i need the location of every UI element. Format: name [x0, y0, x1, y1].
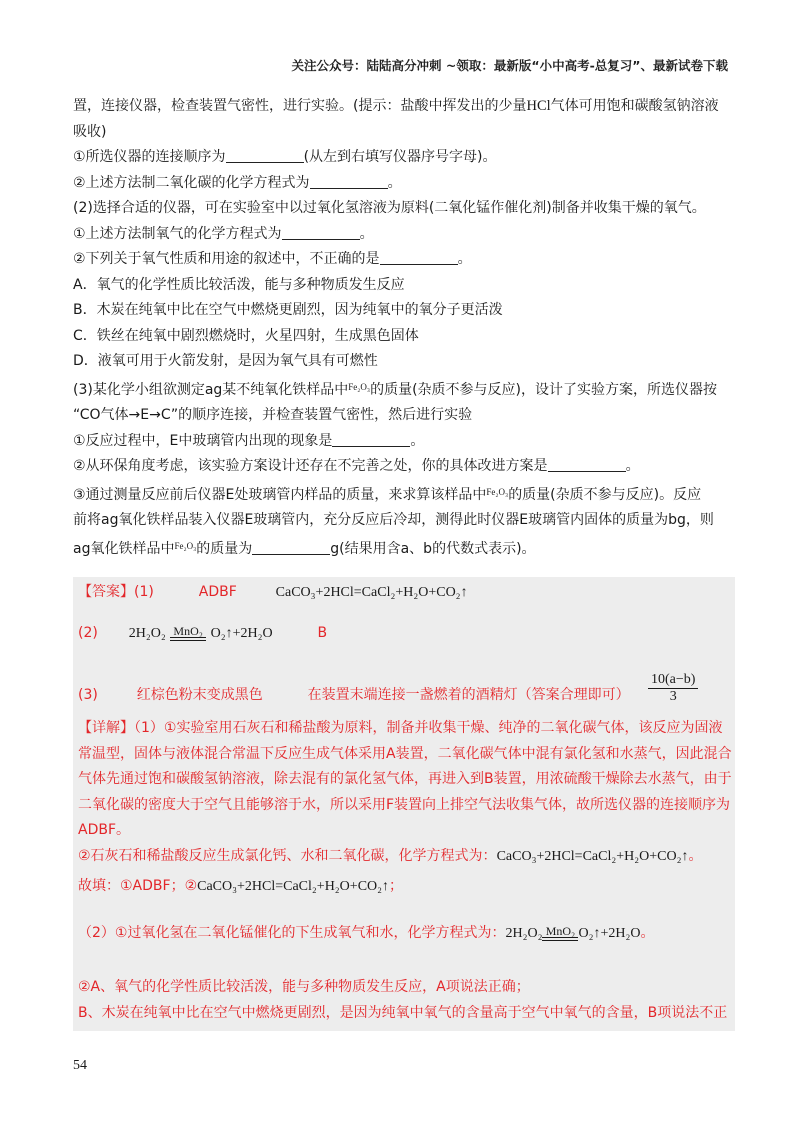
catalyst-label: MnO₂	[545, 924, 576, 938]
text: 的质量(杂质不参与反应)。反应	[508, 486, 702, 503]
text: ①上述方法制氧气的化学方程式为	[73, 225, 282, 242]
answer-blank	[332, 431, 410, 447]
answer-3-2: 在装置末端连接一盏燃着的酒精灯（答案合理即可）	[307, 687, 630, 703]
question-line	[73, 145, 733, 171]
answer-panel	[73, 577, 735, 1031]
fraction-denominator: 3	[669, 689, 677, 704]
question-line	[73, 94, 733, 120]
page-number: 54	[73, 1058, 87, 1073]
option-c: C．铁丝在纯氧中剧烈燃烧时，火星四射，生成黑色固体	[73, 327, 419, 344]
text: 。	[640, 925, 655, 941]
detail-line: B、木炭在纯氧中比在空气中燃烧更剧烈，是因为纯氧中氧气的含量高于空气中氧气的含量，B项说法不正	[78, 1005, 728, 1021]
detail-line	[78, 874, 733, 900]
text: g(结果用含a、b的代数式表示)。	[330, 540, 536, 557]
equation-co2: CaCO₃+2HCl=CaCl₂+H₂O+CO₂↑	[275, 585, 468, 600]
answer-3-1: 红棕色粉末变成黑色	[136, 687, 263, 703]
text: ①所选仪器的连接顺序为	[73, 149, 226, 165]
answer-blank	[380, 249, 458, 265]
text: ②上述方法制二氧化碳的化学方程式为	[73, 174, 310, 191]
text: 的质量为	[196, 540, 253, 557]
text: ②下列关于氧气性质和用途的叙述中，不正确的是	[73, 251, 380, 267]
text: 。	[387, 174, 402, 191]
formula-fe2o3: Fe₂O₃	[348, 381, 371, 392]
detail-line	[78, 921, 733, 947]
fraction-numerator: 10(a−b)	[648, 672, 698, 689]
page-header: 关注公众号：陆陆高分冲刺 ~领取：最新版“小中高考-总复习”、最新试卷下载	[291, 58, 728, 73]
text: （2）①过氧化氢在二氧化锰催化的下生成氧气和水，化学方程式为：	[78, 925, 506, 941]
equation-o2-products: O₂↑+2H₂O	[578, 926, 641, 941]
answer-tag: 【答案】(1)	[78, 584, 154, 600]
question-line: “CO气体→E→C”的顺序连接，并检查装置气密性，然后进行实验	[73, 407, 473, 423]
option-a: A．氧气的化学性质比较活泼，能与多种物质发生反应	[73, 276, 405, 293]
answer-blank	[548, 456, 626, 472]
equals-sign	[542, 937, 578, 941]
equation-co2: CaCO₃+2HCl=CaCl₂+H₂O+CO₂↑	[496, 849, 689, 864]
text: 置，连接仪器，检查装置气密性，进行实验。(提示：盐酸中挥发出的少量	[73, 98, 527, 114]
question-line	[73, 171, 733, 197]
answer-label: (2)	[78, 625, 98, 641]
text: 故填：①ADBF；②	[78, 878, 198, 894]
text: ③通过测量反应前后仪器E处玻璃管内样品的质量，来求算该样品中	[73, 486, 487, 503]
text: 气体可用饱和碳酸氢钠溶液	[550, 98, 719, 114]
detail-paragraph: 【详解】（1）①实验室用石灰石和稀盐酸为原料，制备并收集干燥、纯净的二氧化碳气体，该反应为固液常温型，固体与液体混合常温下反应生成气体采用A装置，二氧化碳气体中混有氯化氢和水蒸气，因此混合气体先通过饱和碳酸氢钠溶液，除去混有的氯化氢气体，再进入到B装置，用浓硫酸干燥除去水蒸气，由于二氧化碳的密度大于空气且能够溶于水，所以采用F装置向上排空气法收集气体，故所选仪器的连接顺序为ADBF。	[78, 720, 732, 838]
question-line: (2)选择合适的仪器，可在实验室中以过氧化氢溶液为原料(二氧化锰作催化剂)制备并收集干燥的氧气。	[73, 200, 706, 216]
text: ；	[389, 878, 404, 894]
equation-o2-products: O₂↑+2H₂O	[210, 626, 273, 641]
answer-row-2	[78, 625, 327, 642]
answer-blank	[310, 173, 388, 189]
equation-co2: CaCO₃+2HCl=CaCl₂+H₂O+CO₂↑	[197, 879, 390, 894]
text: 。	[457, 251, 472, 267]
text: 的质量(杂质不参与反应)，设计了实验方案，所选仪器按	[370, 381, 718, 398]
option-d: D．液氧可用于火箭发射，是因为氧气具有可燃性	[73, 353, 378, 369]
answer-row-3	[78, 684, 630, 704]
detail-line: ②A、氧气的化学性质比较活泼，能与多种物质发生反应，A项说法正确；	[78, 979, 530, 995]
text: ag氧化铁样品中	[73, 540, 175, 557]
question-line	[73, 480, 733, 509]
question-line	[73, 454, 733, 480]
detail-line	[78, 844, 733, 870]
text: ②石灰石和稀盐酸反应生成氯化钙、水和二氧化碳，化学方程式为：	[78, 848, 497, 864]
text: ①反应过程中，E中玻璃管内出现的现象是	[73, 432, 333, 449]
answer-blank	[226, 147, 304, 163]
question-line	[73, 429, 733, 455]
text: 。	[688, 848, 703, 864]
text: 。	[625, 458, 640, 474]
question-line: 前将ag氧化铁样品装入仪器E玻璃管内，充分反应后冷却，测得此时仪器E玻璃管内固体的质量为bg，则	[73, 512, 714, 528]
catalyst-mark	[542, 925, 578, 941]
equals-sign	[170, 637, 206, 641]
catalyst-label: MnO₂	[173, 624, 203, 638]
text: (从左到右填写仪器序号字母)。	[303, 149, 497, 165]
answer-fraction	[648, 672, 698, 705]
question-text	[73, 94, 733, 562]
formula-fe2o3: Fe₂O₃	[486, 486, 509, 497]
formula-hcl: HCl	[526, 98, 551, 114]
text: 。	[410, 432, 425, 449]
question-line: 吸收)	[73, 123, 107, 140]
answer-2-choice: B	[317, 625, 328, 641]
answer-1: ADBF	[198, 584, 237, 600]
answer-blank	[252, 539, 330, 555]
option-b: B．木炭在纯氧中比在空气中燃烧更剧烈，因为纯氧中的氧分子更活泼	[73, 302, 503, 318]
text: 。	[359, 225, 374, 242]
text: (3)某化学小组欲测定ag某不纯氧化铁样品中	[73, 381, 349, 398]
formula-fe2o3: Fe₂O₃	[174, 540, 197, 551]
answer-row-1	[78, 581, 468, 601]
question-line	[73, 375, 733, 404]
text: ②从环保角度考虑，该实验方案设计还存在不完善之处，你的具体改进方案是	[73, 458, 548, 474]
question-line	[73, 534, 733, 563]
equation-o2-reactant: 2H₂O₂	[505, 926, 543, 941]
question-line	[73, 247, 733, 273]
answer-label: (3)	[78, 687, 98, 703]
catalyst-mark	[170, 625, 206, 641]
equation-o2-reactant: 2H₂O₂	[128, 626, 166, 641]
question-line	[73, 222, 733, 248]
answer-blank	[282, 224, 360, 240]
